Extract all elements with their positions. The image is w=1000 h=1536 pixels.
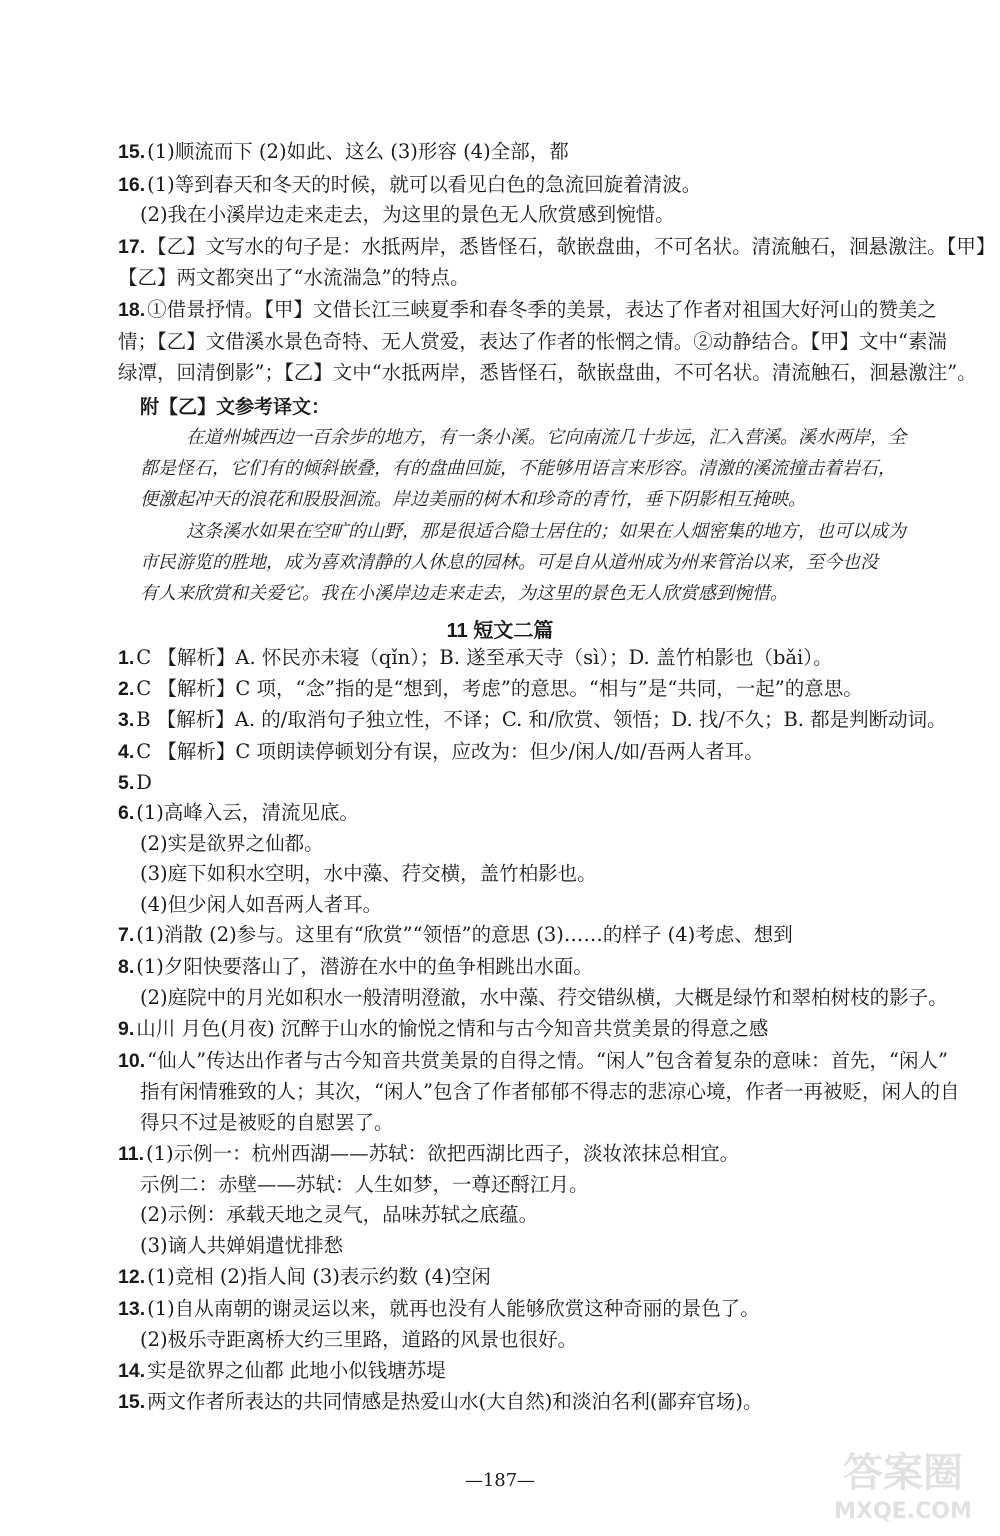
line-text: (1)示例一：杭州西湖——苏轼：欲把西湖比西子，淡妆浓抹总相宜。 (146, 1142, 740, 1165)
line-text: (1)等到春天和冬天的时候，就可以看见白色的急流回旋着清波。 (147, 173, 702, 196)
question-number: 16. (118, 174, 146, 196)
watermark-top: 答案圈 (843, 1450, 963, 1496)
text-line (140, 1111, 990, 1135)
text-line (118, 771, 968, 795)
text-line (140, 862, 990, 886)
line-text: (2)实是欲界之仙都。 (140, 832, 324, 855)
line-text: “仙人”传达出作者与古今知音共赏美景的自得之情。“闲人”包含着复杂的意味：首先，“闲人” (147, 1049, 948, 1072)
line-text: 指有闲情雅致的人；其次，“闲人”包含了作者郁郁不得志的悲凉心境，作者一再被贬，闲人的自 (140, 1080, 960, 1103)
text-line (118, 1390, 968, 1414)
question-number: 7. (118, 924, 135, 946)
text-line (140, 1203, 990, 1227)
text-line (118, 677, 968, 701)
text-line (118, 1017, 968, 1041)
question-number: 5. (118, 772, 135, 794)
text-line (140, 457, 990, 481)
text-line (118, 1142, 968, 1166)
text-line (140, 551, 990, 575)
question-number: 1. (118, 647, 135, 669)
line-text: (1)消散 (2)参与。这里有“欣赏”“领悟”的意思 (3)……的样子 (4)考虑、想到 (136, 923, 793, 946)
line-text: (2)我在小溪岸边走来走去，为这里的景色无人欣赏感到惋惜。 (140, 203, 675, 226)
question-number: 9. (118, 1018, 135, 1040)
text-line (186, 426, 1000, 450)
line-text: (2)示例：承载天地之灵气，品味苏轼之底蕴。 (140, 1203, 539, 1226)
line-text: (4)但少闲人如吾两人者耳。 (140, 893, 383, 916)
line-text: (3)庭下如积水空明，水中藻、荇交横，盖竹柏影也。 (140, 862, 597, 885)
line-text: ①借景抒情。【甲】文借长江三峡夏季和春冬季的美景，表达了作者对祖国大好河山的赞美之 (147, 298, 937, 321)
line-text: 【乙】文写水的句子是：水抵两岸，悉皆怪石，欹嵌盘曲，不可名状。清流触石，洄悬激注。【甲】 (147, 235, 996, 258)
line-text: (1)顺流而下 (2)如此、这么 (3)形容 (4)全部，都 (147, 140, 569, 163)
line-text: 绿潭，回清倒影”；【乙】文中“水抵两岸，悉皆怪石，欹嵌盘曲，不可名状。清流触石，洄悬激注”。 (118, 361, 977, 384)
text-line (140, 1328, 990, 1352)
question-number: 12. (118, 1266, 146, 1288)
line-text: 便激起冲天的浪花和股股洄流。岸边美丽的树木和珍奇的青竹，垂下阴影相互掩映。 (140, 489, 806, 510)
text-line (118, 955, 968, 979)
question-number: 14. (118, 1360, 146, 1382)
line-text: 市民游览的胜地，成为喜欢清静的人休息的园林。可是自从道州成为州来管治以来，至今也没 (140, 552, 878, 573)
text-line (140, 893, 990, 917)
question-number: 17. (118, 236, 146, 258)
question-number: 8. (118, 956, 135, 978)
question-number: 11. (118, 1143, 145, 1165)
line-text: 在道州城西边一百余步的地方，有一条小溪。它向南流几十步远，汇入营溪。溪水两岸，全 (186, 427, 906, 448)
text-line (140, 1080, 990, 1104)
watermark-bottom: MXQE.COM (834, 1499, 972, 1524)
line-text: (2)庭院中的月光如积水一般清明澄澈，水中藻、荇交错纵横，大概是绿竹和翠柏树枝的影子。 (140, 986, 948, 1009)
line-text: C 【解析】C 项，“念”指的是“想到，考虑”的意思。“相与”是“共同，一起”的意思。 (136, 677, 863, 700)
text-line (118, 708, 968, 732)
question-number: 15. (118, 141, 146, 163)
line-text: C 【解析】A. 怀民亦未寝（qǐn）；B. 遂至承天寺（sì）；D. 盖竹柏影也（bǎi）。 (136, 646, 833, 669)
text-line (118, 1265, 968, 1289)
text-line (118, 740, 968, 764)
question-number: 2. (118, 678, 135, 700)
text-line (118, 266, 968, 290)
line-text: 【乙】两文都突出了“水流湍急”的特点。 (118, 266, 470, 289)
line-text: 得只不过是被贬的自慰罢了。 (140, 1111, 394, 1134)
text-line (140, 1173, 990, 1197)
line-text: 两文作者所表达的共同情感是热爱山水(大自然)和淡泊名利(鄙弃官场)。 (147, 1390, 763, 1413)
question-number: 4. (118, 741, 135, 763)
line-text: 实是欲界之仙都 此地小似钱塘苏堤 (147, 1359, 446, 1382)
page-number: —187— (464, 1470, 536, 1491)
text-line (118, 235, 996, 259)
line-text: C 【解析】C 项朗读停顿划分有误，应改为：但少/闲人/如/吾两人者耳。 (136, 740, 764, 763)
text-line (140, 582, 990, 606)
line-text: 情；【乙】文借溪水景色奇特、无人赏爱，表达了作者的怅惘之情。②动静结合。【甲】文中“素湍 (118, 330, 947, 353)
text-line (140, 203, 990, 227)
line-text: 山川 月色(月夜) 沉醉于山水的愉悦之情和与古今知音共赏美景的得意之感 (136, 1017, 769, 1040)
text-line (118, 140, 968, 164)
text-line (140, 1234, 990, 1258)
section-title: 11 短文二篇 (446, 620, 554, 642)
line-text: (3)谪人共婵娟遣忧排愁 (140, 1234, 344, 1257)
line-text: 示例二：赤壁——苏轼：人生如梦，一尊还酹江月。 (140, 1173, 589, 1196)
text-line (140, 986, 990, 1010)
line-text: 都是怪石，它们有的倾斜嵌叠，有的盘曲回旋，不能够用语言来形容。清激的溪流撞击着岩石， (140, 458, 896, 479)
text-line (118, 646, 968, 670)
text-line (118, 1297, 968, 1321)
question-number: 3. (118, 709, 135, 731)
question-number: 10. (118, 1050, 146, 1072)
text-line (118, 330, 968, 354)
text-line (118, 173, 968, 197)
line-text: D (136, 771, 152, 794)
question-number: 15. (118, 1391, 146, 1413)
line-text: (2)极乐寺距离桥大约三里路，道路的风景也很好。 (140, 1328, 578, 1351)
text-line (118, 1049, 968, 1073)
text-line (118, 361, 977, 385)
text-line (118, 801, 968, 825)
appendix-title: 附【乙】文参考译文： (140, 397, 331, 418)
line-text: (1)高峰入云，清流见底。 (136, 801, 359, 824)
text-line (118, 298, 968, 322)
watermark-logo (828, 1438, 978, 1528)
text-line (140, 832, 990, 856)
question-number: 6. (118, 802, 135, 824)
text-line (186, 520, 1000, 544)
question-number: 18. (118, 299, 146, 321)
line-text: 这条溪水如果在空旷的山野，那是很适合隐士居住的；如果在人烟密集的地方，也可以成为 (186, 521, 906, 542)
text-line (118, 923, 968, 947)
line-text: (1)竞相 (2)指人间 (3)表示约数 (4)空闲 (147, 1265, 491, 1288)
text-line (118, 1359, 968, 1383)
line-text: (1)夕阳快要落山了，潜游在水中的鱼争相跳出水面。 (136, 955, 593, 978)
text-line (140, 488, 990, 512)
question-number: 13. (118, 1298, 146, 1320)
line-text: 有人来欣赏和关爱它。我在小溪岸边走来走去，为这里的景色无人欣赏感到惋惜。 (140, 583, 788, 604)
line-text: B 【解析】A. 的/取消句子独立性，不译；C. 和/欣赏、领悟；D. 找/不久；B. 都是判断动词。 (136, 708, 947, 731)
line-text: (1)自从南朝的谢灵运以来，就再也没有人能够欣赏这种奇丽的景色了。 (147, 1297, 760, 1320)
